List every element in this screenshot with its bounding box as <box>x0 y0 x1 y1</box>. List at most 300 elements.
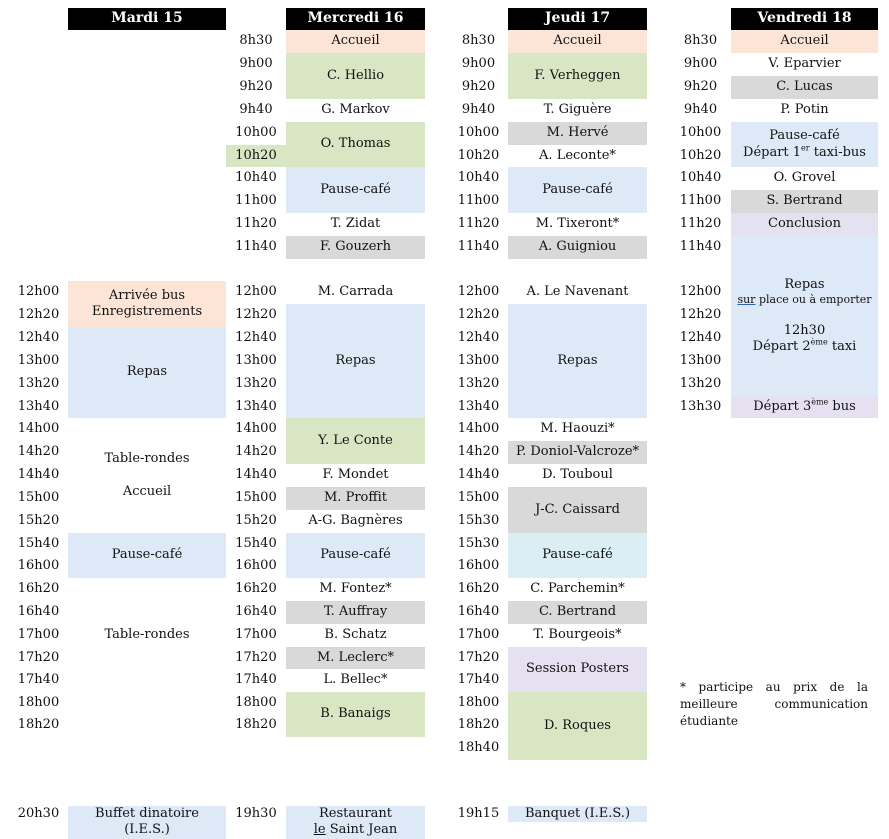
cell-text: G. Markov <box>321 102 390 118</box>
cell-text: P. Potin <box>780 102 829 118</box>
time-cell <box>449 714 508 737</box>
cell-text: 14h00 <box>17 421 60 437</box>
time-cell <box>449 510 508 533</box>
cell-text: 9h40 <box>461 102 496 118</box>
cell-text: 18h40 <box>457 740 500 756</box>
session-cell <box>508 99 647 122</box>
time-cell <box>449 533 508 555</box>
time-cell <box>226 647 286 669</box>
cell-text: V. Eparvier <box>768 56 841 72</box>
cell-text: 14h20 <box>235 444 277 460</box>
cell-text: 17h40 <box>17 672 60 688</box>
cell-text: 9h40 <box>239 102 273 118</box>
cell-line: 12h30 <box>783 322 826 338</box>
session-cell <box>508 236 647 259</box>
cell-text: M. Fontez* <box>319 581 392 597</box>
cell-line: Départ 2ème taxi <box>752 337 857 355</box>
session-cell <box>508 213 647 236</box>
footnote-text: * participe au prix de la meilleure communication étudiante <box>680 680 868 728</box>
cell-text: C. Lucas <box>776 79 833 95</box>
time-cell <box>226 418 286 441</box>
cell-text: 8h30 <box>683 33 718 49</box>
cell-line: le Saint Jean <box>313 822 398 838</box>
time-cell <box>9 418 68 441</box>
cell-text: 9h00 <box>461 56 496 72</box>
session-cell <box>731 53 878 76</box>
session-cell <box>286 304 425 418</box>
time-cell <box>670 145 731 167</box>
time-cell <box>226 510 286 533</box>
cell-text: 17h00 <box>235 627 277 643</box>
time-cell <box>226 396 286 418</box>
session-cell <box>731 76 878 99</box>
session-cell <box>286 669 425 692</box>
time-cell <box>670 99 731 122</box>
cell-text: 14h00 <box>235 421 277 437</box>
session-cell <box>286 167 425 213</box>
session-cell <box>68 281 226 327</box>
session-cell <box>508 281 647 304</box>
cell-text: Départ 3ème bus <box>753 397 856 414</box>
cell-text: 11h40 <box>679 239 722 255</box>
cell-text: Pause-café <box>111 547 183 563</box>
cell-text: 11h20 <box>679 216 722 232</box>
session-cell <box>508 533 647 578</box>
time-cell <box>449 669 508 692</box>
cell-text: L. Bellec* <box>323 672 388 688</box>
cell-text: Repas <box>126 364 168 380</box>
cell-text: 20h30 <box>17 806 60 821</box>
time-cell <box>226 373 286 396</box>
cell-line: sur place ou à emporter <box>737 292 872 306</box>
cell-line: Départ 1er taxi-bus <box>743 143 866 160</box>
time-cell <box>449 396 508 418</box>
cell-text: C. Hellio <box>326 67 385 83</box>
cell-text: 9h20 <box>239 79 273 95</box>
cell-text: 16h00 <box>17 558 60 574</box>
time-cell <box>449 145 508 167</box>
time-cell <box>226 190 286 213</box>
session-cell <box>508 647 647 692</box>
cell-text: A. Guigniou <box>538 239 617 255</box>
cell-text: F. Mondet <box>322 467 389 483</box>
cell-text: Accueil <box>780 33 829 49</box>
time-cell <box>226 122 286 145</box>
cell-line <box>145 467 149 483</box>
time-cell <box>226 167 286 190</box>
day-header-0: Mardi 15 <box>68 8 226 30</box>
time-cell <box>449 737 508 760</box>
time-cell <box>9 487 68 510</box>
cell-text: 13h00 <box>235 353 277 369</box>
time-cell <box>9 533 68 555</box>
session-cell <box>508 304 647 418</box>
cell-text: 11h40 <box>235 239 277 255</box>
cell-text: 10h20 <box>679 147 722 163</box>
session-cell <box>68 806 226 839</box>
time-cell <box>670 304 731 327</box>
cell-text: 10h20 <box>457 147 500 163</box>
cell-text: 8h30 <box>461 33 496 49</box>
time-cell <box>449 441 508 464</box>
cell-text: 13h20 <box>457 376 500 392</box>
cell-line <box>802 307 806 323</box>
time-cell <box>9 304 68 327</box>
cell-text: 10h40 <box>457 170 500 186</box>
time-cell <box>449 281 508 304</box>
cell-text: 10h40 <box>679 170 722 186</box>
cell-text: 12h20 <box>17 307 60 323</box>
cell-text: 13h20 <box>679 376 722 392</box>
time-cell <box>670 190 731 213</box>
cell-text: Session Posters <box>526 661 629 677</box>
time-cell <box>9 601 68 624</box>
cell-text: 15h20 <box>17 513 60 529</box>
cell-text: 14h40 <box>17 467 60 483</box>
cell-text: 12h20 <box>235 307 277 323</box>
cell-text: T. Auffray <box>323 604 388 620</box>
cell-text: 18h00 <box>17 694 60 710</box>
cell-text: S. Bertrand <box>766 193 843 209</box>
cell-text: 10h00 <box>679 125 722 141</box>
time-cell <box>9 350 68 373</box>
cell-text: 17h40 <box>235 672 277 688</box>
time-cell <box>670 30 731 53</box>
cell-text: 18h00 <box>235 694 277 710</box>
cell-text: 12h40 <box>17 330 60 346</box>
session-cell <box>508 464 647 487</box>
time-cell <box>9 441 68 464</box>
cell-text: Accueil <box>553 33 602 49</box>
cell-text: T. Giguère <box>543 102 612 118</box>
cell-text: 15h00 <box>235 490 277 506</box>
cell-text: 16h20 <box>235 581 277 597</box>
session-cell <box>286 53 425 99</box>
session-cell <box>68 578 226 692</box>
session-cell <box>731 30 878 53</box>
cell-line: Restaurant <box>318 806 393 821</box>
cell-text: A. Leconte* <box>539 147 616 163</box>
time-cell <box>449 373 508 396</box>
time-cell <box>9 464 68 487</box>
cell-text: 13h40 <box>235 398 277 414</box>
time-cell <box>670 327 731 350</box>
cell-text: Pause-café <box>542 547 613 563</box>
cell-text: 15h30 <box>457 535 500 551</box>
cell-text: M. Carrada <box>317 284 394 300</box>
cell-text: 9h20 <box>461 79 496 95</box>
cell-text: B. Banaigs <box>320 706 391 722</box>
cell-line: Table-rondes <box>104 451 190 467</box>
cell-text: C. Bertrand <box>538 604 617 620</box>
cell-text: 11h00 <box>679 193 722 209</box>
time-cell <box>670 373 731 396</box>
session-cell <box>286 647 425 669</box>
cell-text: 19h15 <box>457 806 500 821</box>
time-cell <box>670 167 731 190</box>
cell-text: 9h00 <box>683 56 718 72</box>
cell-text: B. Schatz <box>324 627 387 643</box>
cell-text: D. Roques <box>544 717 611 733</box>
time-cell <box>226 30 286 53</box>
cell-text: Banquet (I.E.S.) <box>524 806 631 821</box>
session-cell <box>731 396 878 418</box>
session-cell <box>286 487 425 510</box>
session-cell <box>286 236 425 259</box>
cell-text: D. Touboul <box>542 467 613 483</box>
session-cell <box>286 281 425 304</box>
cell-text: P. Doniol-Valcroze* <box>515 444 640 460</box>
time-cell <box>449 692 508 714</box>
cell-text: 13h20 <box>235 376 277 392</box>
cell-text: 18h20 <box>457 717 500 733</box>
time-cell <box>9 647 68 669</box>
time-cell <box>226 806 286 822</box>
time-cell <box>449 624 508 647</box>
time-cell <box>226 441 286 464</box>
session-cell <box>731 190 878 213</box>
cell-text: 18h00 <box>457 694 500 710</box>
day-header-1: Mercredi 16 <box>286 8 425 30</box>
cell-text: Repas <box>335 352 376 368</box>
cell-text: 14h20 <box>457 444 500 460</box>
time-cell <box>9 510 68 533</box>
cell-text: Accueil <box>331 33 380 49</box>
cell-text: 13h20 <box>17 376 60 392</box>
cell-text: 17h20 <box>235 649 277 665</box>
cell-text: 12h00 <box>457 284 500 300</box>
time-cell <box>670 213 731 236</box>
cell-text: M. Proffit <box>324 490 387 506</box>
session-cell <box>508 578 647 601</box>
time-cell <box>226 714 286 737</box>
cell-text: A-G. Bagnères <box>308 513 403 529</box>
cell-text: 11h00 <box>457 193 500 209</box>
time-cell <box>9 669 68 692</box>
time-cell <box>449 53 508 76</box>
session-cell <box>68 418 226 533</box>
cell-text: O. Grovel <box>773 170 836 186</box>
time-cell <box>9 714 68 737</box>
cell-text: O. Thomas <box>320 136 391 152</box>
cell-text: 13h40 <box>17 398 60 414</box>
cell-text: 12h20 <box>457 307 500 323</box>
cell-text: 10h00 <box>235 125 277 141</box>
time-cell <box>449 350 508 373</box>
cell-text: Pause-café <box>320 181 391 197</box>
cell-line: Enregistrements <box>91 304 203 319</box>
cell-text: Table-rondes <box>104 626 190 642</box>
cell-text: 14h40 <box>235 467 277 483</box>
time-cell <box>226 304 286 327</box>
cell-text: 12h40 <box>679 330 722 346</box>
cell-text: 13h00 <box>679 353 722 369</box>
cell-text: 15h20 <box>235 513 277 529</box>
cell-text: 19h30 <box>235 806 277 821</box>
session-cell <box>508 806 647 822</box>
cell-text: 15h30 <box>457 513 500 529</box>
time-cell <box>9 281 68 304</box>
time-cell <box>226 76 286 99</box>
cell-text: 12h20 <box>679 307 722 323</box>
session-cell <box>508 487 647 533</box>
cell-text: 14h00 <box>457 421 500 437</box>
time-cell <box>226 213 286 236</box>
session-cell <box>731 122 878 167</box>
time-cell <box>449 236 508 259</box>
cell-text: M. Leclerc* <box>316 649 395 665</box>
cell-text: 16h40 <box>457 604 500 620</box>
cell-text: 16h20 <box>17 581 60 597</box>
cell-text: F. Verheggen <box>534 67 621 83</box>
time-cell <box>670 281 731 304</box>
cell-text: 11h00 <box>235 193 277 209</box>
time-cell <box>226 327 286 350</box>
cell-text: 13h00 <box>457 353 500 369</box>
session-cell <box>508 122 647 145</box>
cell-text: 14h20 <box>17 444 60 460</box>
cell-text: T. Bourgeois* <box>533 627 622 643</box>
cell-text: M. Tixeront* <box>535 216 620 232</box>
cell-text: 18h20 <box>235 717 277 733</box>
cell-text: T. Zidat <box>330 216 381 232</box>
cell-text: Y. Le Conte <box>318 432 393 448</box>
time-cell <box>9 555 68 578</box>
session-cell <box>508 692 647 760</box>
session-cell <box>286 624 425 647</box>
time-cell <box>449 578 508 601</box>
cell-text: 13h00 <box>17 353 60 369</box>
session-cell <box>286 99 425 122</box>
cell-text: 17h20 <box>17 649 60 665</box>
cell-text: 16h00 <box>457 558 500 574</box>
cell-text: 18h20 <box>17 717 60 733</box>
cell-line: (I.E.S.) <box>124 822 170 838</box>
cell-text: 12h00 <box>17 284 60 300</box>
time-cell <box>670 122 731 145</box>
cell-text: 9h40 <box>683 102 718 118</box>
time-cell <box>449 99 508 122</box>
time-cell <box>449 167 508 190</box>
time-cell <box>226 487 286 510</box>
session-cell <box>508 145 647 167</box>
cell-text: 17h00 <box>457 627 500 643</box>
time-cell <box>449 190 508 213</box>
cell-text: 15h00 <box>17 490 60 506</box>
cell-text: C. Parchemin* <box>530 581 625 597</box>
time-cell <box>226 281 286 304</box>
cell-text: M. Hervé <box>546 125 609 141</box>
time-cell <box>449 464 508 487</box>
time-cell <box>449 122 508 145</box>
time-cell <box>670 53 731 76</box>
cell-line: Pause-café <box>769 128 840 144</box>
cell-text: Repas <box>557 352 598 368</box>
session-cell <box>68 327 226 418</box>
session-cell <box>286 418 425 464</box>
session-cell <box>508 167 647 213</box>
time-cell <box>9 692 68 714</box>
cell-text: F. Gouzerh <box>320 239 391 255</box>
session-cell <box>286 464 425 487</box>
session-cell <box>508 53 647 99</box>
time-cell <box>449 555 508 578</box>
time-cell <box>449 601 508 624</box>
cell-text: 8h30 <box>239 33 273 49</box>
cell-text: J-C. Caissard <box>535 501 620 517</box>
session-cell <box>68 533 226 578</box>
session-cell <box>731 213 878 236</box>
cell-text: 13h30 <box>679 398 722 414</box>
cell-text: 9h00 <box>239 56 273 72</box>
cell-text: Conclusion <box>768 216 841 232</box>
day-header-3: Vendredi 18 <box>731 8 878 30</box>
cell-text: 12h00 <box>235 284 277 300</box>
time-cell <box>670 350 731 373</box>
cell-text: Pause-café <box>542 181 613 197</box>
time-cell <box>449 806 508 822</box>
session-cell <box>286 692 425 737</box>
session-cell <box>731 167 878 190</box>
cell-text: 15h00 <box>457 490 500 506</box>
session-cell <box>508 601 647 624</box>
cell-text: 10h20 <box>235 147 277 163</box>
time-cell <box>449 76 508 99</box>
time-cell <box>9 578 68 601</box>
time-cell <box>226 624 286 647</box>
session-cell <box>286 213 425 236</box>
time-cell <box>670 76 731 99</box>
time-cell <box>449 213 508 236</box>
cell-text: M. Haouzi* <box>540 421 615 437</box>
cell-text: 11h20 <box>235 216 277 232</box>
cell-text: 17h20 <box>457 649 500 665</box>
cell-text: Pause-café <box>320 547 391 563</box>
cell-text: 13h40 <box>457 398 500 414</box>
cell-text: 11h20 <box>457 216 500 232</box>
time-cell <box>226 99 286 122</box>
time-cell <box>449 647 508 669</box>
cell-text: 15h40 <box>235 535 277 551</box>
time-cell <box>226 464 286 487</box>
cell-text: 12h00 <box>679 284 722 300</box>
time-cell <box>226 236 286 259</box>
cell-text: 17h00 <box>17 627 60 643</box>
session-cell <box>286 578 425 601</box>
cell-text: 11h40 <box>457 239 500 255</box>
time-cell <box>226 669 286 692</box>
day-header-2: Jeudi 17 <box>508 8 647 30</box>
time-cell <box>226 53 286 76</box>
session-cell <box>508 441 647 464</box>
session-cell <box>508 418 647 441</box>
cell-line: Accueil <box>122 483 172 499</box>
time-cell <box>670 236 731 259</box>
time-cell <box>9 327 68 350</box>
cell-line: Arrivée bus <box>108 287 186 303</box>
cell-text: A. Le Navenant <box>526 284 629 300</box>
cell-text: 17h40 <box>457 672 500 688</box>
time-cell <box>226 578 286 601</box>
time-cell <box>9 373 68 396</box>
time-cell <box>670 396 731 418</box>
session-cell <box>286 122 425 167</box>
cell-line: Repas <box>784 276 825 292</box>
cell-text: 10h00 <box>457 125 500 141</box>
session-cell <box>286 533 425 578</box>
time-cell <box>9 624 68 647</box>
cell-text: 9h20 <box>683 79 718 95</box>
